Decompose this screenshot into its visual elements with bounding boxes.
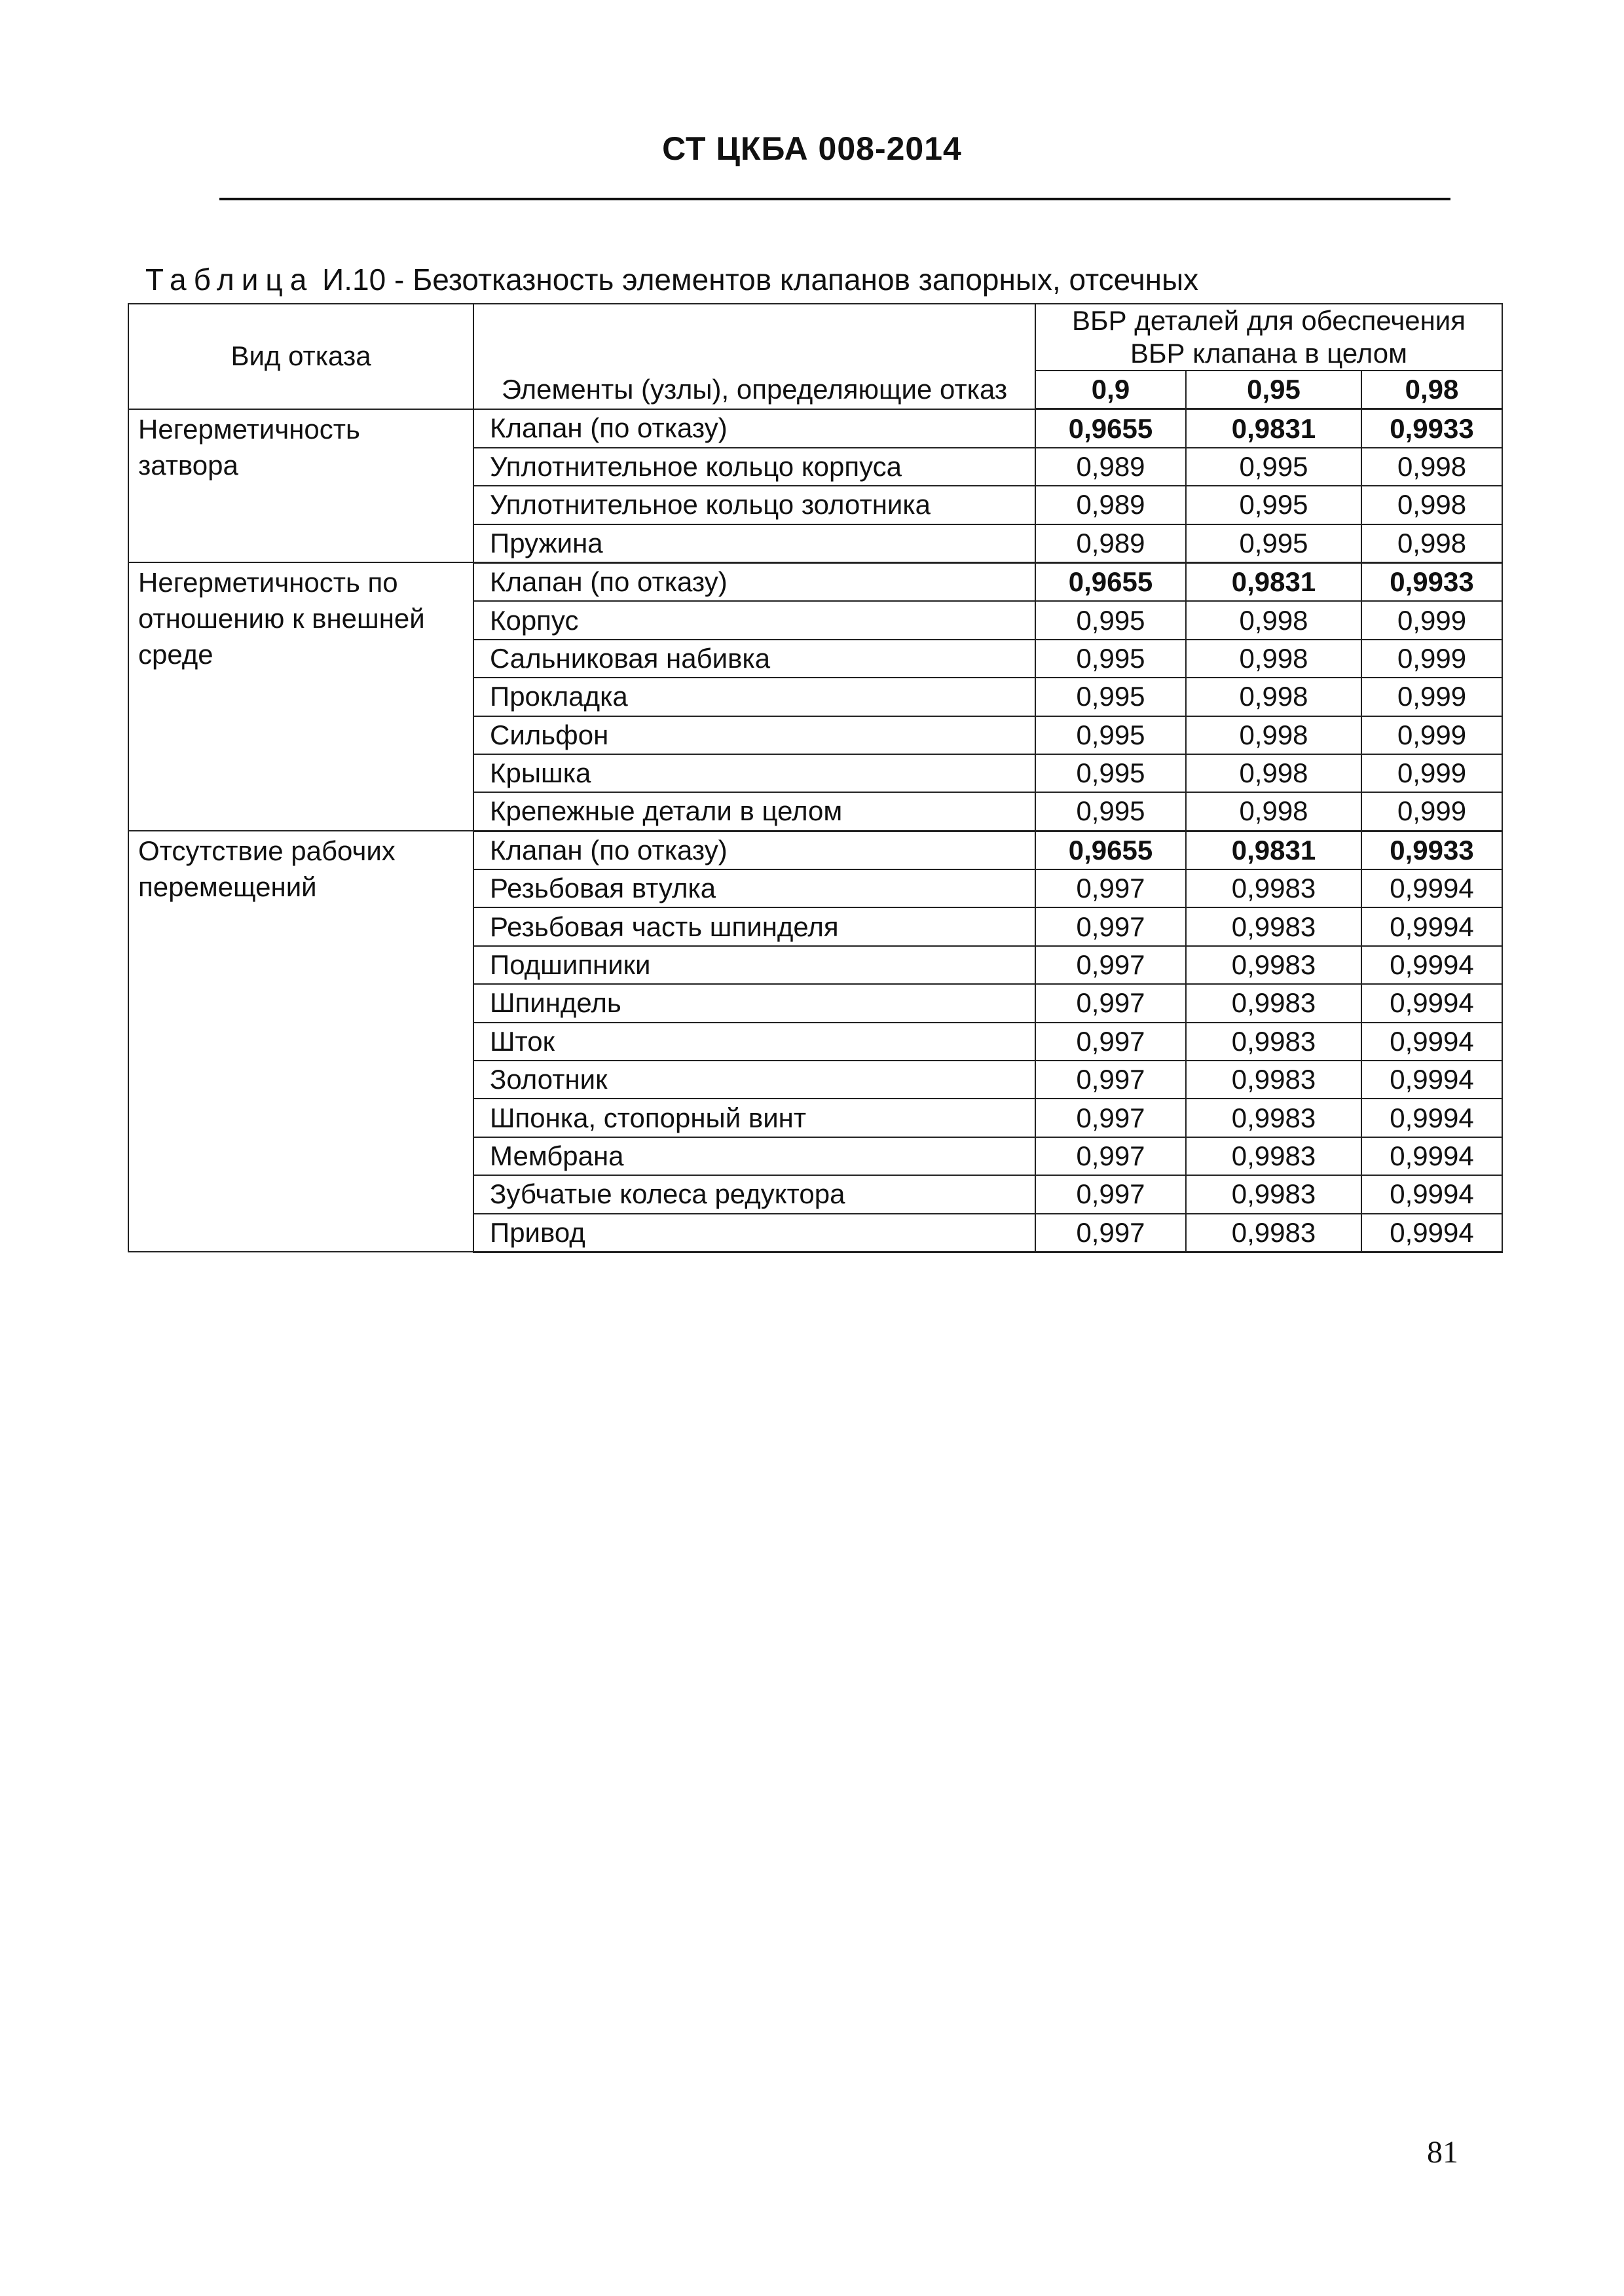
element-cell: Клапан (по отказу): [473, 831, 1035, 869]
pbr-value-cell: 0,9983: [1186, 907, 1361, 945]
caption-number: И.10: [322, 263, 386, 297]
pbr-value-cell: 0,9831: [1186, 562, 1361, 601]
pbr-value-cell: 0,9983: [1186, 1137, 1361, 1175]
header-level-090: 0,9: [1035, 371, 1186, 409]
element-cell: Клапан (по отказу): [473, 409, 1035, 448]
element-cell: Корпус: [473, 601, 1035, 639]
pbr-value-cell: 0,989: [1035, 524, 1186, 563]
pbr-value-cell: 0,9994: [1361, 1061, 1502, 1099]
pbr-value-cell: 0,998: [1186, 601, 1361, 639]
pbr-value-cell: 0,995: [1186, 524, 1361, 563]
pbr-value-cell: 0,9994: [1361, 869, 1502, 907]
caption-separator: -: [394, 263, 405, 297]
pbr-value-cell: 0,9933: [1361, 409, 1502, 448]
element-cell: Уплотнительное кольцо золотника: [473, 486, 1035, 524]
table-row: [128, 409, 1502, 448]
header-failure-mode: Вид отказа: [128, 304, 473, 409]
element-cell: Прокладка: [473, 678, 1035, 716]
pbr-value-cell: 0,998: [1186, 754, 1361, 792]
caption-label: Таблица: [145, 263, 314, 297]
pbr-value-cell: 0,995: [1035, 754, 1186, 792]
element-cell: Шпонка, стопорный винт: [473, 1099, 1035, 1137]
element-cell: Резьбовая втулка: [473, 869, 1035, 907]
pbr-value-cell: 0,9933: [1361, 831, 1502, 869]
pbr-value-cell: 0,999: [1361, 754, 1502, 792]
pbr-value-cell: 0,998: [1186, 640, 1361, 678]
pbr-value-cell: 0,997: [1035, 1023, 1186, 1061]
pbr-value-cell: 0,9983: [1186, 984, 1361, 1022]
pbr-value-cell: 0,998: [1186, 716, 1361, 754]
pbr-value-cell: 0,998: [1361, 448, 1502, 486]
pbr-value-cell: 0,9994: [1361, 1099, 1502, 1137]
element-cell: Шток: [473, 1023, 1035, 1061]
element-cell: Сильфон: [473, 716, 1035, 754]
table-caption: [145, 262, 1198, 297]
pbr-value-cell: 0,995: [1035, 640, 1186, 678]
pbr-value-cell: 0,997: [1035, 1061, 1186, 1099]
header-pbr-group: ВБР деталей для обеспечения ВБР клапана в целом: [1035, 304, 1502, 371]
element-cell: Сальниковая набивка: [473, 640, 1035, 678]
pbr-value-cell: 0,9983: [1186, 946, 1361, 984]
caption-title: Безотказность элементов клапанов запорных, отсечных: [413, 263, 1199, 297]
pbr-value-cell: 0,998: [1186, 678, 1361, 716]
pbr-value-cell: 0,998: [1186, 792, 1361, 831]
pbr-value-cell: 0,9933: [1361, 562, 1502, 601]
pbr-value-cell: 0,997: [1035, 1099, 1186, 1137]
pbr-value-cell: 0,9983: [1186, 1061, 1361, 1099]
header-level-095: 0,95: [1186, 371, 1361, 409]
pbr-value-cell: 0,998: [1361, 524, 1502, 563]
element-cell: Привод: [473, 1214, 1035, 1252]
pbr-value-cell: 0,9994: [1361, 907, 1502, 945]
pbr-value-cell: 0,997: [1035, 1137, 1186, 1175]
table-body: [128, 409, 1502, 1252]
pbr-value-cell: 0,9983: [1186, 869, 1361, 907]
pbr-value-cell: 0,997: [1035, 946, 1186, 984]
pbr-value-cell: 0,997: [1035, 869, 1186, 907]
failure-mode-cell: Отсутствие рабочих перемещений: [128, 831, 473, 1252]
pbr-value-cell: 0,998: [1361, 486, 1502, 524]
pbr-value-cell: 0,9994: [1361, 1023, 1502, 1061]
pbr-value-cell: 0,995: [1035, 716, 1186, 754]
pbr-value-cell: 0,9655: [1035, 562, 1186, 601]
pbr-value-cell: 0,999: [1361, 640, 1502, 678]
pbr-value-cell: 0,995: [1186, 486, 1361, 524]
pbr-value-cell: 0,999: [1361, 601, 1502, 639]
element-cell: Золотник: [473, 1061, 1035, 1099]
pbr-value-cell: 0,9994: [1361, 946, 1502, 984]
pbr-value-cell: 0,995: [1035, 792, 1186, 831]
pbr-value-cell: 0,999: [1361, 678, 1502, 716]
pbr-value-cell: 0,989: [1035, 448, 1186, 486]
pbr-value-cell: 0,989: [1035, 486, 1186, 524]
document-code-header: СТ ЦКБА 008-2014: [662, 130, 962, 167]
failure-mode-cell: Негерметичность по отношению к внешней среде: [128, 562, 473, 831]
table-row: [128, 831, 1502, 869]
pbr-value-cell: 0,9994: [1361, 1175, 1502, 1213]
pbr-value-cell: 0,9831: [1186, 831, 1361, 869]
header-elements: Элементы (узлы), определяющие отказ: [473, 304, 1035, 409]
pbr-value-cell: 0,9994: [1361, 1214, 1502, 1252]
pbr-value-cell: 0,999: [1361, 716, 1502, 754]
pbr-value-cell: 0,995: [1035, 601, 1186, 639]
pbr-value-cell: 0,995: [1035, 678, 1186, 716]
element-cell: Шпиндель: [473, 984, 1035, 1022]
pbr-value-cell: 0,997: [1035, 1214, 1186, 1252]
element-cell: Уплотнительное кольцо корпуса: [473, 448, 1035, 486]
table-header: [128, 304, 1502, 409]
element-cell: Крепежные детали в целом: [473, 792, 1035, 831]
pbr-value-cell: 0,997: [1035, 1175, 1186, 1213]
pbr-value-cell: 0,9983: [1186, 1214, 1361, 1252]
pbr-value-cell: 0,9983: [1186, 1175, 1361, 1213]
table-row: [128, 562, 1502, 601]
failure-mode-cell: Негерметичность затвора: [128, 409, 473, 563]
pbr-value-cell: 0,9655: [1035, 831, 1186, 869]
element-cell: Подшипники: [473, 946, 1035, 984]
pbr-value-cell: 0,9994: [1361, 1137, 1502, 1175]
element-cell: Зубчатые колеса редуктора: [473, 1175, 1035, 1213]
pbr-value-cell: 0,9831: [1186, 409, 1361, 448]
reliability-table: [128, 303, 1503, 1253]
header-divider: [219, 198, 1450, 200]
pbr-value-cell: 0,997: [1035, 907, 1186, 945]
element-cell: Мембрана: [473, 1137, 1035, 1175]
element-cell: Резьбовая часть шпинделя: [473, 907, 1035, 945]
pbr-value-cell: 0,995: [1186, 448, 1361, 486]
element-cell: Пружина: [473, 524, 1035, 563]
pbr-value-cell: 0,9983: [1186, 1099, 1361, 1137]
pbr-value-cell: 0,9983: [1186, 1023, 1361, 1061]
element-cell: Клапан (по отказу): [473, 562, 1035, 601]
pbr-value-cell: 0,999: [1361, 792, 1502, 831]
element-cell: Крышка: [473, 754, 1035, 792]
pbr-value-cell: 0,997: [1035, 984, 1186, 1022]
page-number: 81: [1427, 2135, 1458, 2170]
header-level-098: 0,98: [1361, 371, 1502, 409]
pbr-value-cell: 0,9655: [1035, 409, 1186, 448]
pbr-value-cell: 0,9994: [1361, 984, 1502, 1022]
